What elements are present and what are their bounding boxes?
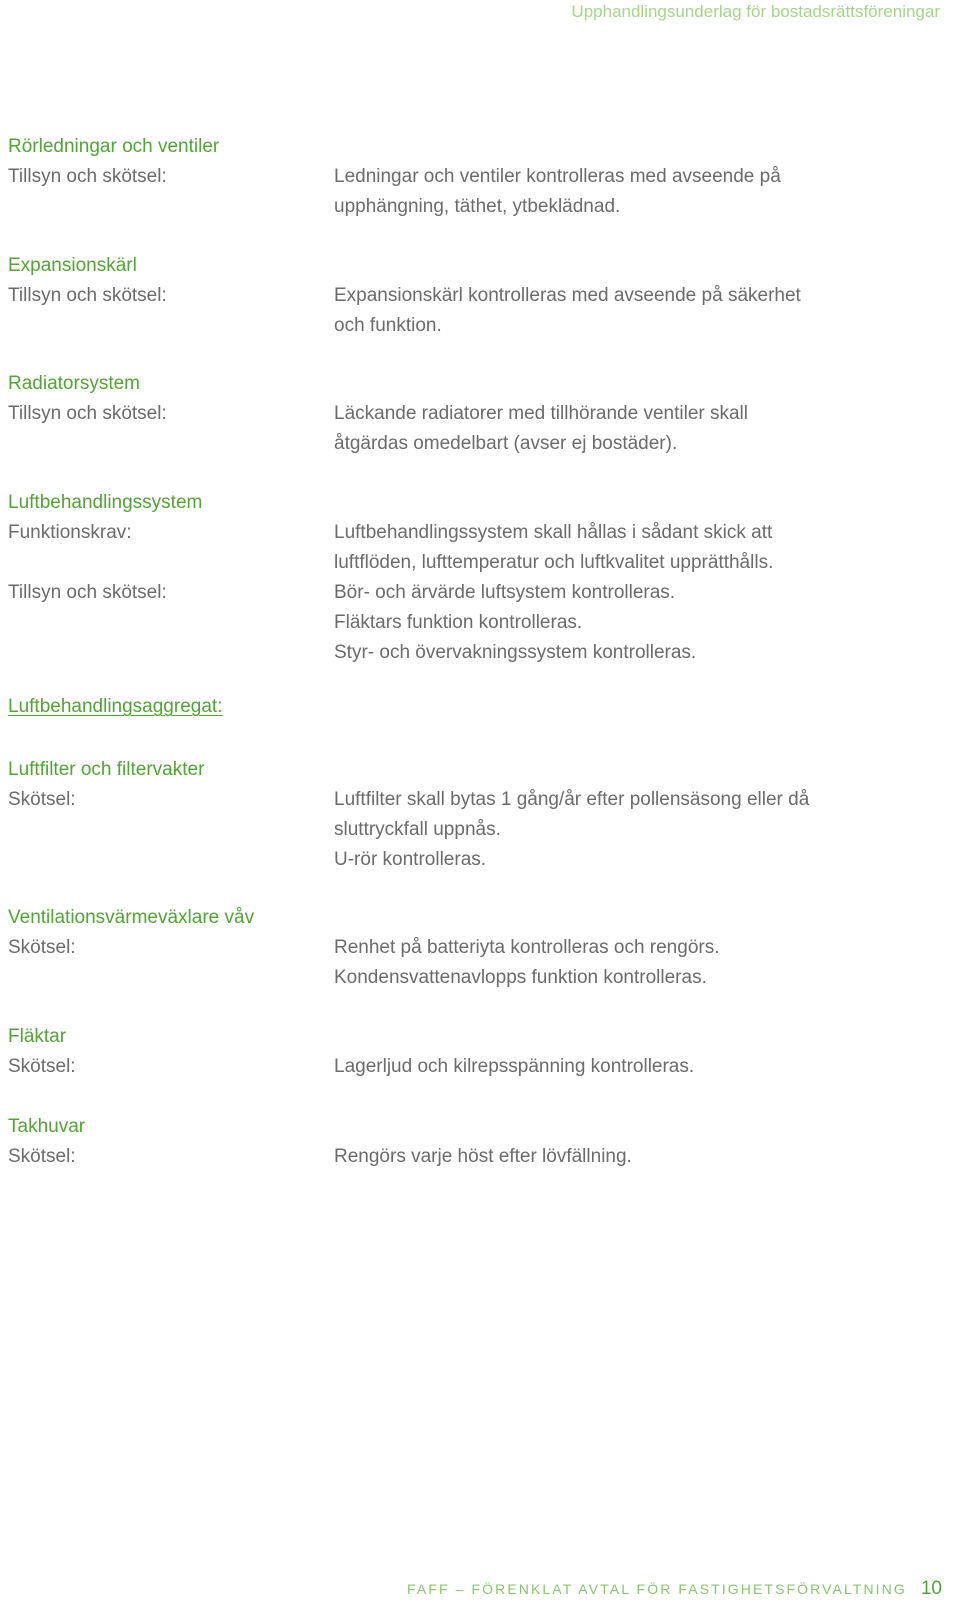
section-title: Expansionskärl [8, 255, 137, 276]
section-title: Luftbehandlingssystem [8, 492, 203, 513]
section-row [8, 1052, 938, 1082]
description-line: upphängning, täthet, ytbeklädnad. [334, 196, 621, 217]
row-description [334, 1052, 934, 1082]
section-luftbehandlingsaggregat [8, 692, 938, 722]
section-title: Fläktar [8, 1026, 67, 1047]
section-flaktar [8, 1022, 938, 1082]
running-header: Upphandlingsunderlag för bostadsrättsföreningar [571, 2, 940, 21]
section-vvx [8, 903, 938, 988]
description-line: åtgärdas omedelbart (avser ej bostäder). [334, 433, 678, 454]
row-label: Skötsel: [8, 1056, 76, 1077]
description-line: Luftbehandlingssystem skall hållas i sådant skick att [334, 522, 773, 543]
description-line: Rengörs varje höst efter lövfällning. [334, 1146, 632, 1167]
section-row [8, 281, 938, 336]
section-title: Rörledningar och ventiler [8, 136, 220, 157]
description-line: sluttryckfall uppnås. [334, 819, 501, 840]
row-description [334, 281, 934, 341]
description-line: Lagerljud och kilrepsspänning kontrolleras. [334, 1056, 695, 1077]
row-description [334, 933, 934, 993]
row-label: Tillsyn och skötsel: [8, 403, 167, 424]
section-title: Radiatorsystem [8, 373, 140, 394]
description-line: Läckande radiatorer med tillhörande ventiler skall [334, 403, 749, 424]
row-description [334, 785, 934, 875]
row-description [334, 518, 934, 668]
description-line: Fläktars funktion kontrolleras. [334, 612, 583, 633]
section-expansionskarl [8, 251, 938, 336]
section-takhuvar [8, 1112, 938, 1172]
section-title: Takhuvar [8, 1116, 86, 1137]
row-description [334, 399, 934, 459]
section-luftbehandlingssystem [8, 488, 938, 663]
section-radiatorsystem [8, 369, 938, 454]
subheading-aggregat: Luftbehandlingsaggregat: [8, 696, 223, 717]
section-row [8, 518, 938, 663]
row-label: Skötsel: [8, 937, 76, 958]
section-row [8, 399, 938, 454]
description-line: Ledningar och ventiler kontrolleras med avseende på [334, 166, 781, 187]
description-line: Luftfilter skall bytas 1 gång/år efter pollensäsong eller då [334, 789, 810, 810]
section-row [8, 1142, 938, 1172]
section-luftfilter [8, 755, 938, 870]
section-title: Luftfilter och filtervakter [8, 759, 205, 780]
section-rorledningar [8, 132, 938, 217]
section-row [8, 162, 938, 217]
description-line: Kondensvattenavlopps funktion kontrolleras. [334, 967, 707, 988]
description-line: Bör- och ärvärde luftsystem kontrolleras. [334, 582, 676, 603]
page-footer [407, 1578, 942, 1608]
row-label: Tillsyn och skötsel: [8, 285, 167, 306]
description-line: Styr- och övervakningssystem kontrolleras. [334, 642, 697, 663]
page-number: 10 [920, 1578, 942, 1599]
section-row [8, 785, 938, 870]
row-label: Skötsel: [8, 789, 76, 810]
description-line: Renhet på batteriyta kontrolleras och rengörs. [334, 937, 720, 958]
row-description [334, 1142, 934, 1172]
row-label: Tillsyn och skötsel: [8, 166, 167, 187]
row-label: Skötsel: [8, 1146, 76, 1167]
description-line: och funktion. [334, 315, 442, 336]
description-line: luftflöden, lufttemperatur och luftkvalitet upprätthålls. [334, 552, 774, 573]
section-title: Ventilationsvärmeväxlare våv [8, 907, 255, 928]
row-description [334, 162, 934, 222]
row-label-funktionskrav: Funktionskrav: [8, 522, 132, 543]
section-row [8, 933, 938, 988]
footer-text: FAFF – FÖRENKLAT AVTAL FÖR FASTIGHETSFÖRVALTNING [406, 1581, 907, 1597]
description-line: Expansionskärl kontrolleras med avseende på säkerhet [334, 285, 801, 306]
row-label-tillsyn: Tillsyn och skötsel: [8, 582, 167, 603]
description-line: U-rör kontrolleras. [334, 849, 487, 870]
